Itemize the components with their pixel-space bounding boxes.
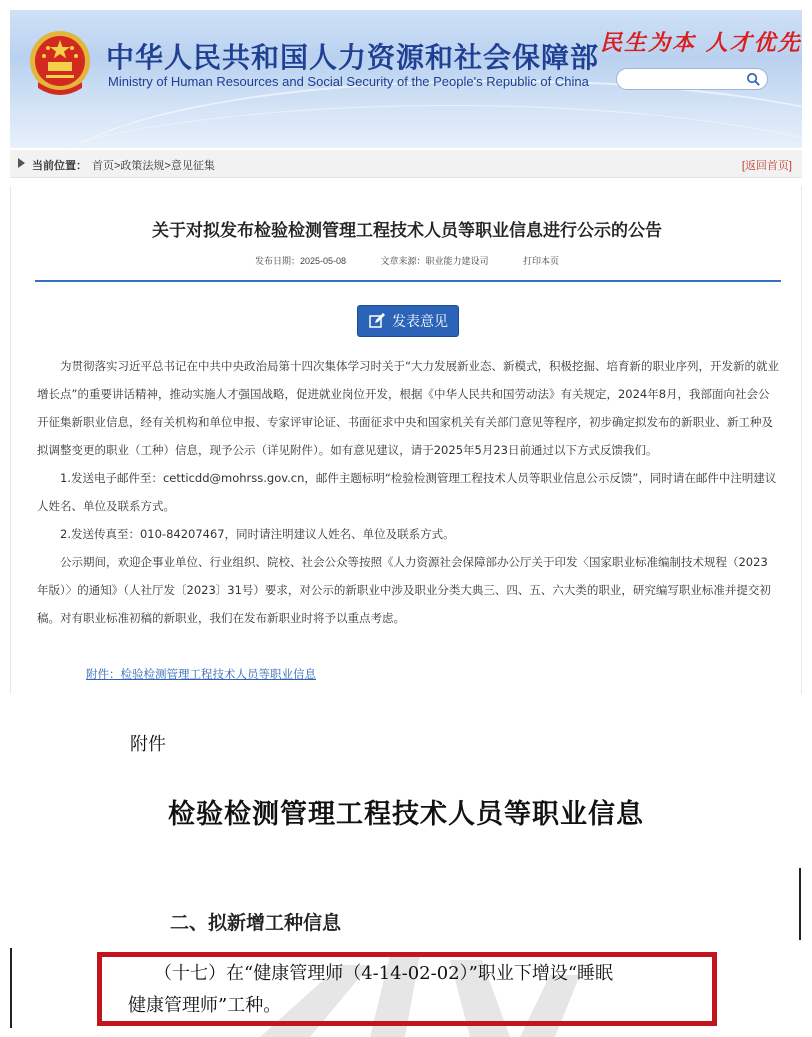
site-title-chinese: 中华人民共和国人力资源和社会保障部 <box>106 41 600 74</box>
site-slogan: 民生为本 人才优先 <box>600 30 802 56</box>
return-home-link[interactable]: [返回首页] <box>741 160 792 172</box>
document-title: 检验检测管理工程技术人员等职业信息 <box>168 799 644 830</box>
post-comment-button[interactable] <box>357 305 459 337</box>
site-header-banner <box>10 10 802 148</box>
attachment-link[interactable]: 附件：检验检测管理工程技术人员等职业信息 <box>86 667 316 681</box>
document-section-heading: 二、拟新增工种信息 <box>170 912 342 934</box>
site-title-english: Ministry of Human Resources and Social Security of the People's Republic of China <box>108 74 589 89</box>
national-emblem-icon[interactable] <box>28 28 92 98</box>
edit-icon <box>368 312 386 330</box>
highlighted-text <box>128 958 698 1022</box>
breadcrumb-path[interactable]: 首页>政策法规>意见征集 <box>92 160 215 172</box>
breadcrumb <box>10 150 802 178</box>
body-paragraph: 为贯彻落实习近平总书记在中共中央政治局第十四次集体学习时关于“大力发展新业态、新模式，积极挖掘、培育新的职业序列，开发新的就业增长点”的重要讲话精神，推动实施人才强国战略，促进就业岗位开发，根据《中华人民共和国劳动法》有关规定，2024年8月，我部面向社会公开征集新职业信息，经有关机构和单位申报、专家评审论证、书面征求中央和国家机关有关部门意见等程序，初步确定拟发布的新职业、新工种及拟调整变更的职业（工种）信息，现予公示（详见附件）。如有意见建议，请于2025年5月23日前通过以下方式反馈我们。 <box>37 359 779 457</box>
body-paragraph: 2.发送传真至：010-84207467，同时请注明建议人姓名、单位及联系方式。 <box>60 527 455 541</box>
attachment-document <box>10 700 802 1037</box>
search-input[interactable] <box>616 68 768 90</box>
article-title: 关于对拟发布检验检测管理工程技术人员等职业信息进行公示的公告 <box>152 221 662 241</box>
print-link[interactable]: 打印本页 <box>523 256 560 266</box>
article-meta <box>11 254 803 267</box>
breadcrumb-arrow-icon <box>18 158 25 168</box>
title-divider <box>35 280 781 282</box>
article-body <box>37 352 779 632</box>
body-paragraph: 1.发送电子邮件至：cetticdd@mohrss.gov.cn，邮件主题标明“检验检测管理工程技术人员等职业信息公示反馈”，同时请在邮件中注明建议人姓名、单位及联系方式。 <box>37 471 777 513</box>
body-paragraph: 公示期间，欢迎企事业单位、行业组织、院校、社会公众等按照《人力资源社会保障部办公厅关于印发〈国家职业标准编制技术规程（2023年版）〉的通知》（人社厅发〔2023〕31号）要求，对公示的新职业中涉及职业分类大典三、四、五、六大类的职业，研究编写职业标准并提交初稿。对有职业标准初稿的新职业，我们在发布新职业时将予以重点考虑。 <box>37 555 771 625</box>
document-edge <box>10 948 12 1028</box>
publish-date: 发布日期：2025-05-08 <box>254 256 346 266</box>
search-icon[interactable] <box>746 72 761 87</box>
article-source: 文章来源：职业能力建设司 <box>380 256 489 266</box>
document-label: 附件 <box>130 734 166 755</box>
document-edge <box>799 868 801 940</box>
article-panel <box>10 186 802 694</box>
post-comment-label: 发表意见 <box>392 314 448 330</box>
breadcrumb-label: 当前位置： <box>32 160 87 172</box>
highlighted-line: 健康管理师”工种。 <box>128 995 282 1016</box>
highlighted-line: （十七）在“健康管理师（4-14-02-02）”职业下增设“睡眠 <box>154 963 614 984</box>
